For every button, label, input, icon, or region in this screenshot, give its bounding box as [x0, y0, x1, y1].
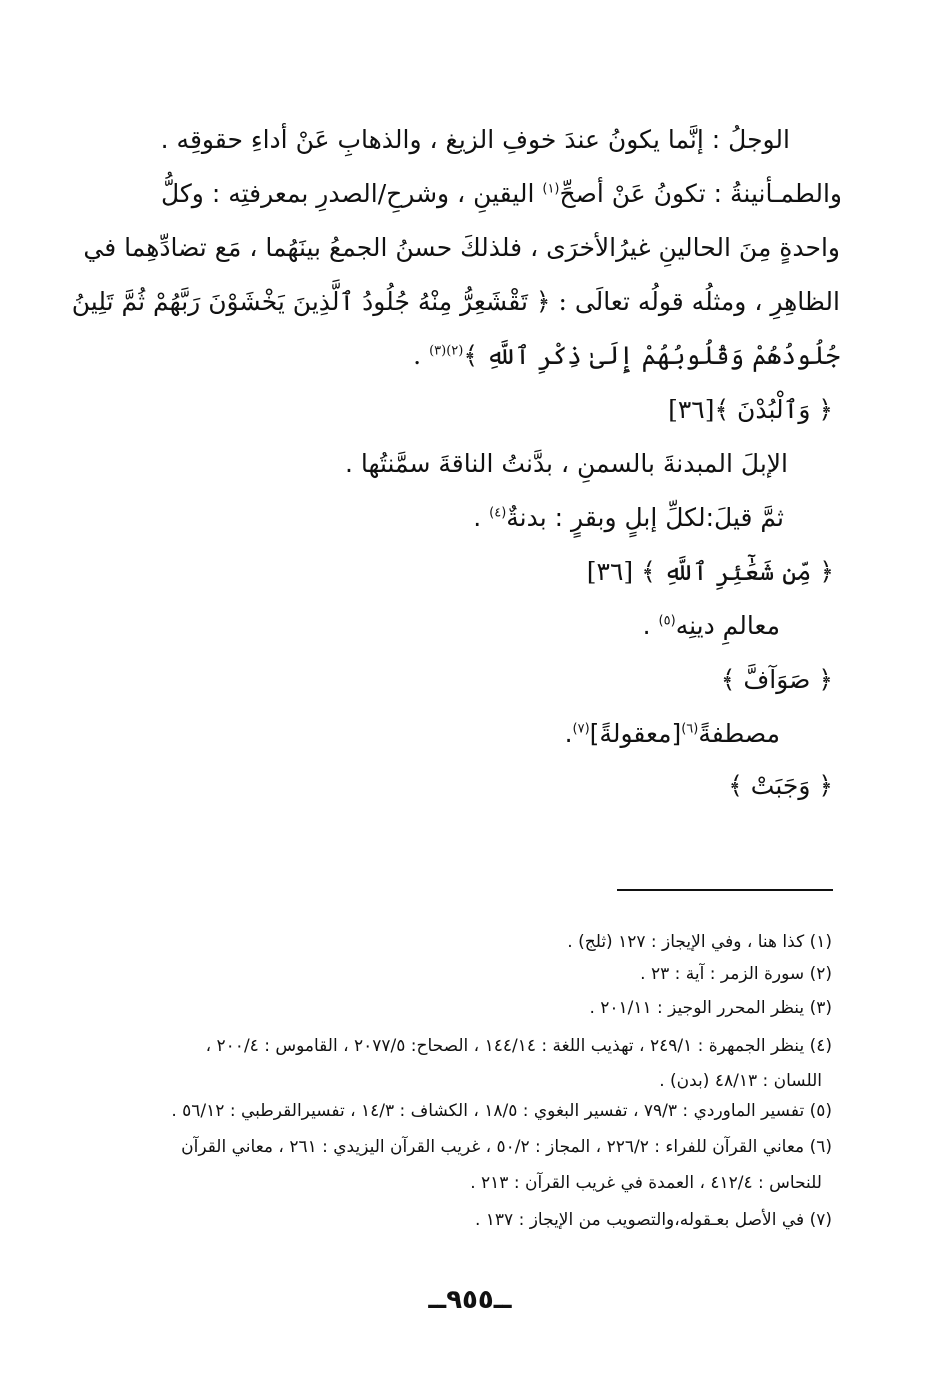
footnote-1: (١) كذا هنا ، وفي الإيجاز : ١٢٧ (ثلج) .: [567, 932, 832, 952]
line-2-text: والطمـأنينةُ : تكونُ عَنْ أصحِّ: [559, 179, 842, 208]
footnote-ref-6: (٦): [681, 721, 699, 737]
text-line-7: [345, 446, 788, 482]
footnote-5: (٥) تفسير الماوردي : ٧٩/٣ ، تفسير البغوي : ١٨/٥ ، الكشاف : ١٤/٣ ، تفسيرالقرطبي : ٥٦/١٢ .: [171, 1101, 832, 1121]
heading-sawaff-text: ﴿ صَوَآفَّ ﴾: [720, 665, 833, 694]
heading-albudn-text: ﴿ وَٱلْبُدْنَ ﴾[٣٦]: [668, 395, 833, 424]
footnote-2: (٢) سورة الزمر : آية : ٢٣ .: [640, 964, 832, 984]
heading-sawaff: [721, 662, 833, 698]
line-5-text-cont: .: [413, 341, 430, 370]
footnote-ref-7: (٧): [572, 721, 590, 737]
footnote-7: (٧) في الأصل بعـقوله،والتصويب من الإيجاز : ١٣٧ .: [474, 1210, 832, 1230]
line-4-text: الظاهِرِ ، ومثلُه قولُه تعالَى : ﴿ تَقْشَعِرُّ مِنْهُ جُلُودُ ٱلَّذِينَ يَخْشَوْنَ رَبَّهُمْ ثُمَّ تَلِينُ: [71, 287, 840, 316]
heading-shaair: [587, 554, 834, 590]
footnote-3: (٣) ينظر المحرر الوجيز : ٢٠١/١١ .: [589, 998, 832, 1018]
footnote-4-cont: اللسان : ٤٨/١٣ (بدن) .: [659, 1071, 822, 1091]
line-12-bracketed: [معقولةً]: [589, 719, 682, 748]
line-1-text: الوجلُ : إنَّما يكونُ عندَ خوفِ الزيغ ، والذهابِ عَنْ أداءِ حقوقِه .: [160, 125, 790, 154]
line-8-text-cont: .: [473, 503, 490, 532]
page-number: ــ٩٥٥ــ: [428, 1285, 512, 1315]
line-12-end: .: [564, 719, 573, 748]
line-2-text-cont: اليقينِ ، وشرحِ/الصدرِ بمعرفتِه : وكلُّ: [160, 179, 543, 208]
text-line-5: [413, 338, 840, 374]
heading-albudn: [668, 392, 833, 428]
text-line-1: [161, 122, 790, 158]
footnote-6: (٦) معاني القرآن للفراء : ٢٢٦/٢ ، المجاز : ٥٠/٢ ، غريب القرآن اليزيدي : ٢٦١ ، معاني القرآن: [181, 1137, 832, 1157]
footnote-6-cont: للنحاس : ٤١٢/٤ ، العمدة في غريب القرآن : ٢١٣ .: [470, 1173, 822, 1193]
footnote-ref-2-3: (٢)(٣): [429, 343, 464, 359]
line-7-text: الإبلَ المبدنةَ بالسمنِ ، بدَّنتُ الناقةَ سمَّنتُها .: [344, 449, 788, 478]
text-line-3: [83, 230, 840, 266]
footnote-ref-4: (٤): [489, 505, 507, 521]
line-3-text: واحدةٍ مِنَ الحالينِ غيرُالأخرَى ، فلذلكَ حسنُ الجمعُ بينَهُما ، مَع تضادِّهِما في: [83, 233, 840, 262]
line-10-text-cont: .: [642, 611, 659, 640]
footnote-separator: [617, 889, 833, 891]
text-line-12: [565, 716, 780, 752]
line-5-text: جُلُودُهُمْ وَقُلُوبُهُمْ إِلَىٰ ذِكْرِ ٱللَّهِ ﴾: [463, 341, 840, 370]
heading-wajabat-text: ﴿ وَجَبَتْ ﴾: [728, 771, 833, 800]
text-line-2: [161, 176, 842, 212]
text-line-10: [643, 608, 780, 644]
footnote-ref-1: (١): [542, 181, 560, 197]
line-8-text: ثمَّ قيلَ:لكلِّ إبلٍ وبقرٍ : بدنةٌ: [506, 503, 784, 532]
text-line-8: [473, 500, 784, 536]
footnote-4: (٤) ينظر الجمهرة : ٢٤٩/١ ، تهذيب اللغة : ١٤٤/١٤ ، الصحاح: ٢٠٧٧/٥ ، القاموس : ٢٠٠/٤ ،: [205, 1036, 832, 1056]
heading-wajabat: [728, 768, 833, 804]
heading-shaair-text: ﴿ مِّن شَعَٰٓئِرِ ٱللَّهِ ﴾ [٣٦]: [586, 557, 834, 586]
footnote-ref-5: (٥): [658, 613, 676, 629]
text-line-4: [72, 284, 840, 320]
line-10-text: معالمِ دينِه: [675, 611, 780, 640]
line-12-text: مصطفةً: [698, 719, 780, 748]
